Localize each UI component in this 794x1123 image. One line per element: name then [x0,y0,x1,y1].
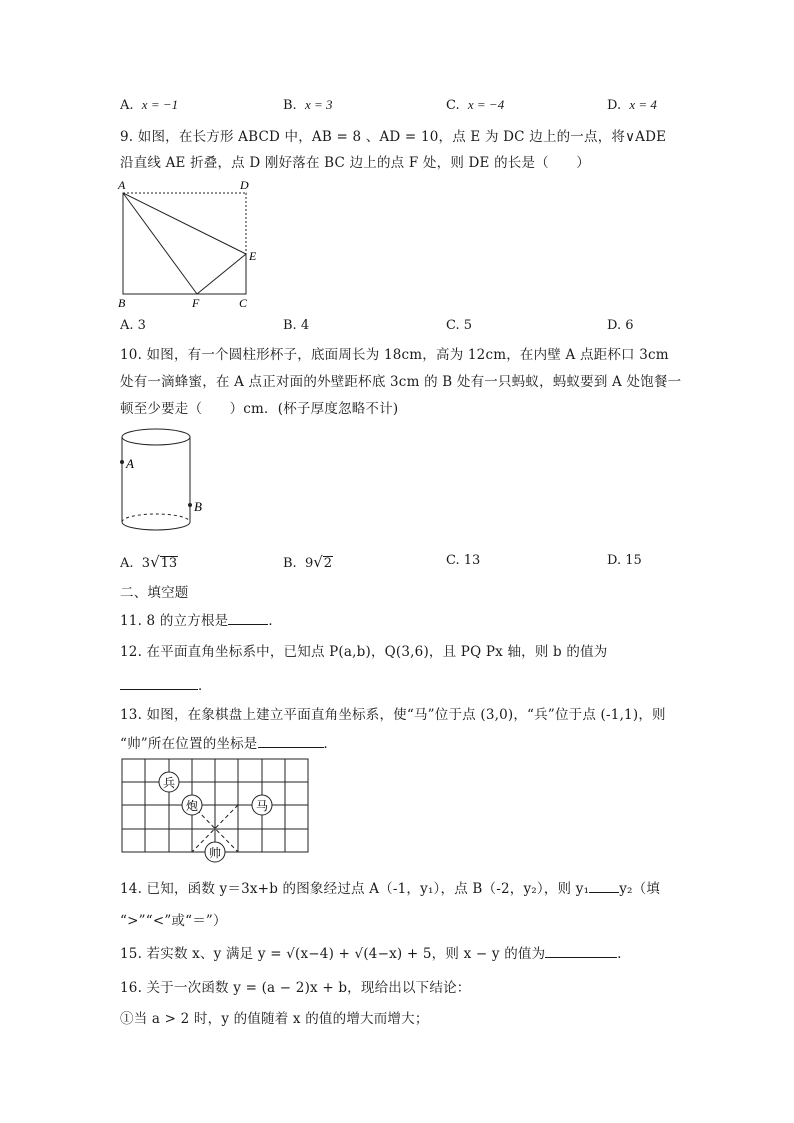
q12-stem-line1: 12. 在平面直角坐标系中，已知点 P(a,b)，Q(3,6)，且 PQ Px 轴，则 b 的值为 [120,644,608,660]
ae-line [123,193,246,254]
q9-option-c: C. 5 [446,318,473,333]
label-c: C [239,296,248,310]
q8-option-b: B. x = 3 [283,97,333,113]
svg-text:炮: 炮 [185,799,199,813]
q9-stem-line2: 沿直线 AE 折叠，点 D 刚好落在 BC 边上的点 F 处，则 DE 的长是（ ） [120,155,590,171]
q15-answer-blank[interactable] [545,945,617,958]
q10-cylinder-figure [115,424,215,536]
point-a [120,460,124,464]
point-b [188,503,192,507]
q16-stem-line2: ①当 a > 2 时，y 的值随着 x 的值的增大而增大； [120,1011,429,1027]
label-a: A [126,456,134,471]
q8-option-a: A. x = −1 [120,97,179,113]
q15-stem: 15. 若实数 x、y 满足 y = √(x−4) + √(4−x) + 5，则 x − y 的值为 ． [120,946,631,962]
q10-stem-line2: 处有一滴蜂蜜，在 A 点正对面的外壁距杯底 3cm 的 B 处有一只蚂蚁，蚂蚁要到 A 处饱餐一 [120,374,682,390]
board-grid [122,759,308,852]
cylinder-top [122,429,190,445]
q13-answer-blank[interactable] [258,735,324,748]
af-line [123,193,197,294]
q10-option-d: D. 15 [607,553,642,568]
q8-option-d: D. x = 4 [607,97,657,113]
piece-bing [159,772,179,792]
q10-option-a: A. 3√13 [120,553,178,571]
svg-text:兵: 兵 [162,776,176,790]
label-d: D [240,178,249,192]
piece-pao [182,795,202,815]
q10-stem-line3: 顿至少要走（ ）cm．(杯子厚度忽略不计) [120,401,399,417]
cylinder-bottom-back [122,514,190,522]
q14-answer-blank[interactable] [589,880,619,893]
piece-shuai [205,842,225,862]
q9-option-a: A. 3 [120,318,146,333]
fe-line [197,254,246,294]
q13-chessboard-figure [115,754,315,866]
label-e: E [249,249,257,263]
q13-stem-line1: 13. 如图，在象棋盘上建立平面直角坐标系，使“马”位于点 (3,0)，“兵”位于点 (-1,1)，则 [120,707,666,723]
q9-option-d: D. 6 [607,318,634,333]
cylinder-bottom-front [122,522,190,530]
svg-text:马: 马 [255,799,269,813]
label-b: B [194,499,202,514]
q9-option-b: B. 4 [283,318,310,333]
q14-stem-line1: 14. 已知，函数 y＝3x+b 的图象经过点 A（-1，y₁），点 B（-2，y₂），则 y₁ y₂（填 [120,881,661,897]
q13-stem-line2: “帅”所在位置的坐标是 ． [120,736,338,752]
label-f: F [192,296,200,310]
q10-stem-line1: 10. 如图，有一个圆柱形杯子，底面周长为 18cm，高为 12cm，在内壁 A 点距杯口 3cm [120,347,669,363]
section-2-title: 二、填空题 [120,585,189,601]
label-a: A [118,178,126,192]
svg-text:帅: 帅 [208,846,222,860]
q14-stem-line2: “>”“<”或“＝”） [120,913,227,929]
q10-option-b: B. 9√2 [283,553,333,571]
q9-stem-line1: 9. 如图，在长方形 ABCD 中，AB = 8 、AD = 10，点 E 为 DC 边上的一点，将∨ADE [120,129,667,145]
q11-stem: 11. 8 的立方根是 ． [120,613,283,629]
q12-answer-blank[interactable] [120,677,198,690]
q9-rectangle-figure [115,176,265,310]
q12-stem-line2: ． [120,674,212,694]
rect-outline [123,193,246,294]
label-b: B [118,296,126,310]
q8-option-c: C. x = −4 [446,97,505,113]
q16-stem-line1: 16. 关于一次函数 y = (a − 2)x + b，现给出以下结论： [120,980,471,996]
q11-answer-blank[interactable] [228,612,268,625]
piece-ma [252,795,272,815]
q10-option-c: C. 13 [446,553,481,568]
